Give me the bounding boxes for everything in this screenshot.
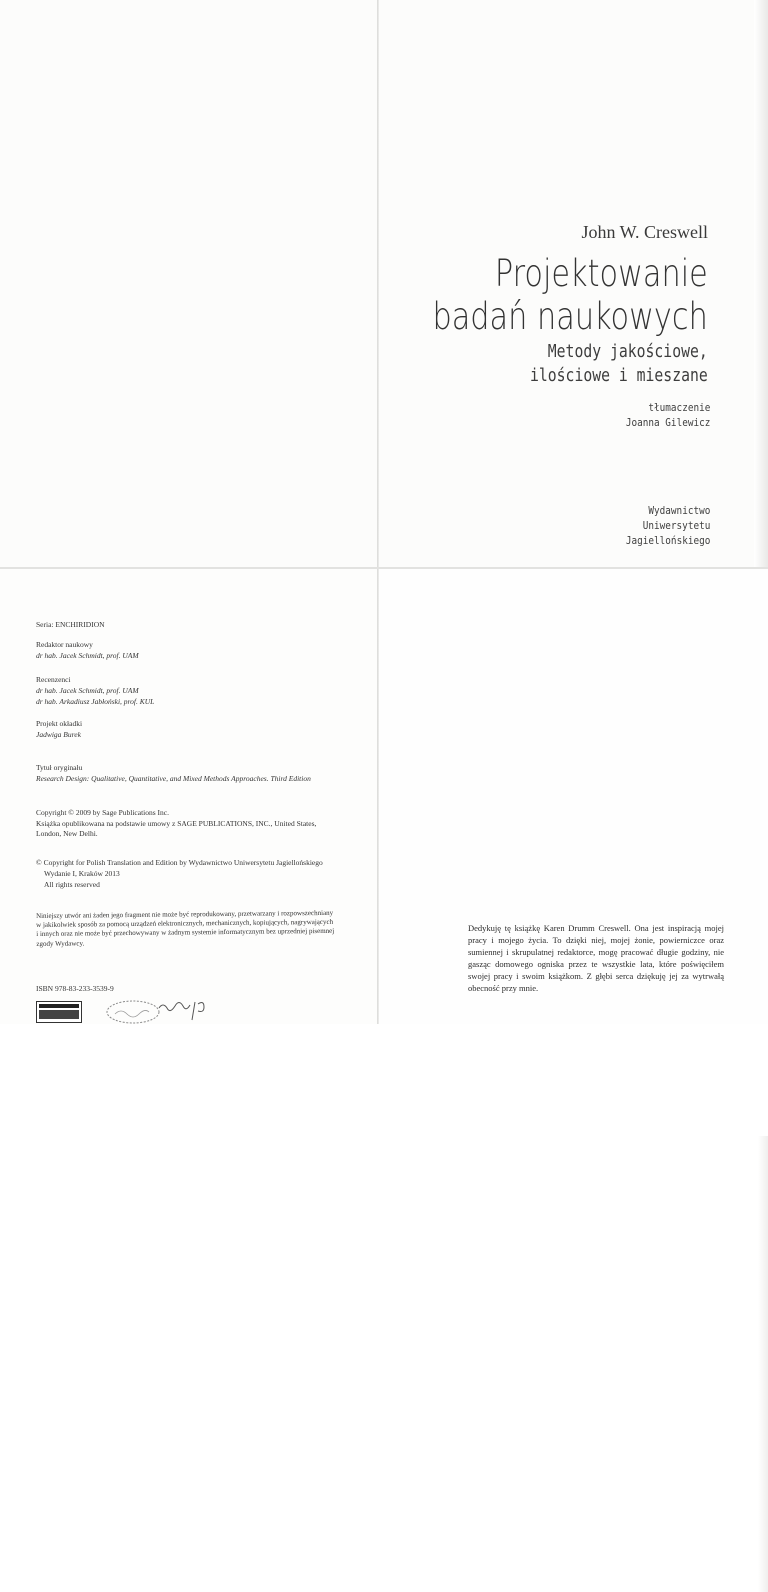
copyright-line: London, New Delhi. — [36, 829, 98, 838]
series-line: Seria: ENCHIRIDION — [36, 620, 105, 629]
book-title-line: Projektowanie — [495, 252, 708, 295]
copyright-line: Copyright © 2009 by Sage Publications Inc. — [36, 808, 169, 817]
copyright-notice: Niniejszy utwór ani żaden jego fragment nie może być reprodukowany, przetwarzany i rozpowszechniany w jakikolwiek sposób za pomocą urządzeń elektronicznych, mechanicznych, kopiujących, nagrywających i innych oraz nie może być przechowywany w żadnym systemie informatycznym bez uprzedniej pisemnej zgody Wydawcy. — [36, 908, 335, 948]
reviewer-name-text: dr hab. Jacek Schmidt, prof. UAM — [36, 686, 139, 695]
publisher-logo — [36, 1001, 82, 1023]
publisher-line: Uniwersytetu — [642, 519, 710, 532]
handwritten-signature — [159, 1002, 204, 1020]
book-subtitle-line: Metody jakościowe, — [548, 341, 708, 362]
polish-copyright-line: All rights reserved — [44, 880, 100, 889]
cover-label: Projekt okładki — [36, 719, 83, 728]
editor-label: Redaktor naukowy — [36, 640, 93, 649]
book-title — [433, 252, 708, 338]
polish-copyright-line: © Copyright for Polish Translation and Edition by Wydawnictwo Uniwersytetu Jagiellońskiego — [36, 858, 323, 867]
book-spine-crease — [377, 0, 379, 1024]
original-title-label: Tytuł oryginału — [36, 763, 83, 772]
reviewer-name — [36, 686, 139, 696]
library-stamp-and-handwritten-number — [103, 994, 223, 1024]
reviewer-name-text: dr hab. Arkadiusz Jabłoński, prof. KUL — [36, 697, 155, 706]
reviewers-label: Recenzenci — [36, 675, 71, 684]
publisher-logo-bar — [39, 1010, 79, 1019]
editor-name — [36, 651, 139, 661]
imprint-page — [0, 568, 378, 1024]
library-stamp-icon — [107, 1001, 159, 1023]
title-page — [0, 0, 768, 568]
dedication-text: Dedykuję tę książkę Karen Drumm Creswell. Ona jest inspiracją mojej pracy i mojego życia. To dzięki niej, mojej żonie, powierniczce oraz sumiennej i skrupulatnej redaktorce, mogę pracować długie godziny, nie gasząc domowego ogniska przez te wszystkie lata, które poświęciłem swojej pracy i swoim książkom. Z głębi serca dziękuję jej za wytrwałą obecność przy mnie. — [468, 923, 724, 993]
page-edge-shadow — [754, 0, 768, 568]
editor-name-text: dr hab. Jacek Schmidt, prof. UAM — [36, 651, 139, 660]
stamp-scribble — [115, 1010, 149, 1017]
translator-name: Joanna Gilewicz — [625, 416, 710, 429]
copyright-line: Książka opublikowana na podstawie umowy z SAGE PUBLICATIONS, INC., United States, — [36, 819, 317, 828]
page-edge-shadow — [758, 1136, 768, 1592]
publisher-name — [626, 503, 710, 548]
reviewer-name — [36, 697, 154, 707]
book-subtitle-line: ilościowe i mieszane — [530, 365, 708, 386]
author-name: John W. Creswell — [581, 222, 708, 242]
original-title — [36, 774, 311, 784]
polish-copyright-line: Wydanie I, Kraków 2013 — [44, 869, 120, 878]
page-fold-line — [0, 567, 768, 569]
publisher-line: Jagiellońskiego — [625, 534, 710, 547]
book-subtitle — [530, 340, 708, 388]
cover-designer-text: Jadwiga Burek — [36, 730, 81, 739]
translator-credit — [626, 400, 710, 430]
cover-designer — [36, 730, 81, 740]
original-title-text: Research Design: Qualitative, Quantitative, and Mixed Methods Approaches. Third Edition — [36, 774, 311, 783]
book-title-line: badań naukowych — [432, 295, 708, 338]
publisher-logo-bar — [39, 1004, 79, 1008]
isbn: ISBN 978-83-233-3539-9 — [36, 984, 114, 993]
translator-label: tłumaczenie — [648, 401, 710, 414]
publisher-line: Wydawnictwo — [648, 504, 710, 517]
